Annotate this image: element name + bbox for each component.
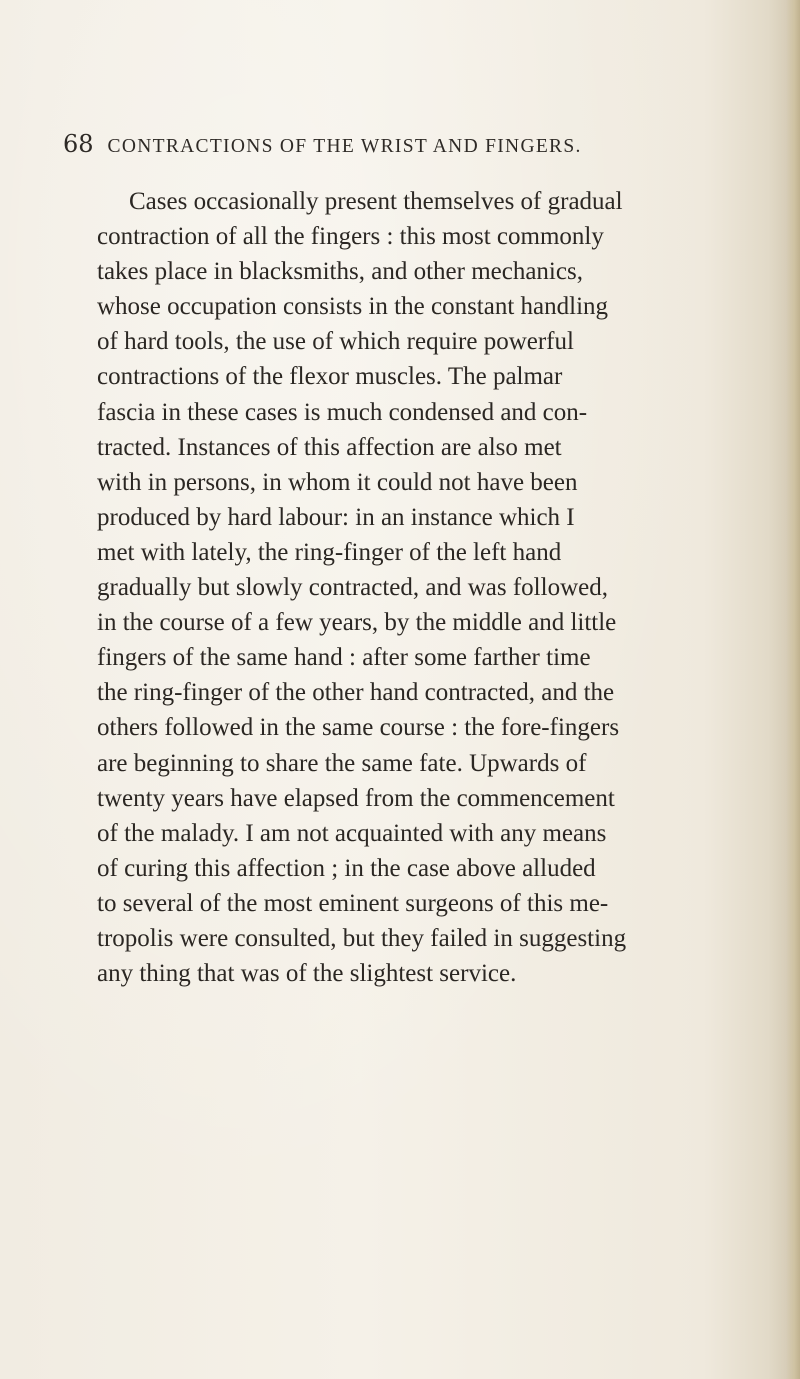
text-line: in the course of a few years, by the middle and little <box>97 609 617 637</box>
text-line: of the malady. I am not acquainted with any means <box>97 819 607 847</box>
text-line: Cases occasionally present themselves of gradual <box>129 188 623 215</box>
text-line: are beginning to share the same fate. Upwards of <box>97 749 587 777</box>
text-line: takes place in blacksmiths, and other mechanics, <box>97 258 583 286</box>
running-head: CONTRACTIONS OF THE WRIST AND FINGERS. <box>107 136 582 157</box>
text-line: any thing that was of the slightest service. <box>97 960 517 988</box>
text-line: with in persons, in whom it could not have been <box>97 468 578 496</box>
text-line: the ring-finger of the other hand contracted, and the <box>97 679 615 707</box>
text-line: of hard tools, the use of which require powerful <box>97 328 574 356</box>
body-paragraph <box>97 184 787 991</box>
page-number: 68 <box>63 130 94 158</box>
text-line: others followed in the same course : the fore-fingers <box>97 714 620 742</box>
text-line: fascia in these cases is much condensed and con- <box>97 398 588 426</box>
text-line: produced by hard labour: in an instance which I <box>97 503 575 531</box>
text-line: gradually but slowly contracted, and was followed, <box>97 574 608 602</box>
text-line: contraction of all the fingers : this most commonly <box>97 223 604 251</box>
text-line: met with lately, the ring-finger of the left hand <box>97 538 562 566</box>
text-line: to several of the most eminent surgeons of this me- <box>97 889 609 917</box>
text-line: twenty years have elapsed from the commencement <box>97 784 615 812</box>
text-line: tracted. Instances of this affection are also met <box>97 433 562 461</box>
text-line: whose occupation consists in the constant handling <box>97 293 609 321</box>
page-edge-shadow <box>786 0 800 1379</box>
text-line: contractions of the flexor muscles. The palmar <box>97 363 563 391</box>
text-line: of curing this affection ; in the case above alluded <box>97 854 596 882</box>
text-line: tropolis were consulted, but they failed in suggesting <box>97 924 627 952</box>
text-line: fingers of the same hand : after some farther time <box>97 644 591 672</box>
page-header <box>63 130 763 166</box>
